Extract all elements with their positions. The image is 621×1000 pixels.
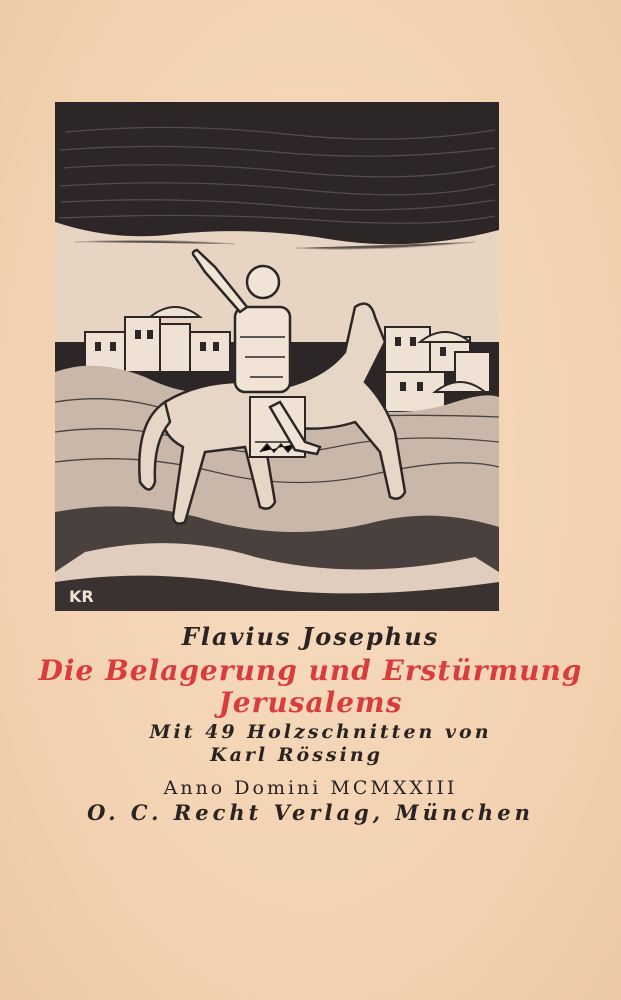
book-title-line-2: Jerusalems xyxy=(218,686,403,719)
author-name: Flavius Josephus xyxy=(181,622,440,651)
book-title-line-1: Die Belagerung und Erstürmung xyxy=(38,654,583,687)
woodcut-rider-icon xyxy=(55,102,499,611)
woodcut-illustration xyxy=(55,102,499,611)
publication-date: Anno Domini MCMXXIII xyxy=(163,777,458,799)
illustrations-credit-line-2: Karl Rössing xyxy=(210,744,383,766)
publisher-line: O. C. Recht Verlag, München xyxy=(87,800,534,825)
illustrations-credit-line-1: Mit 49 Holzschnitten von xyxy=(149,721,492,743)
woodcut-monogram: KR xyxy=(69,587,94,606)
